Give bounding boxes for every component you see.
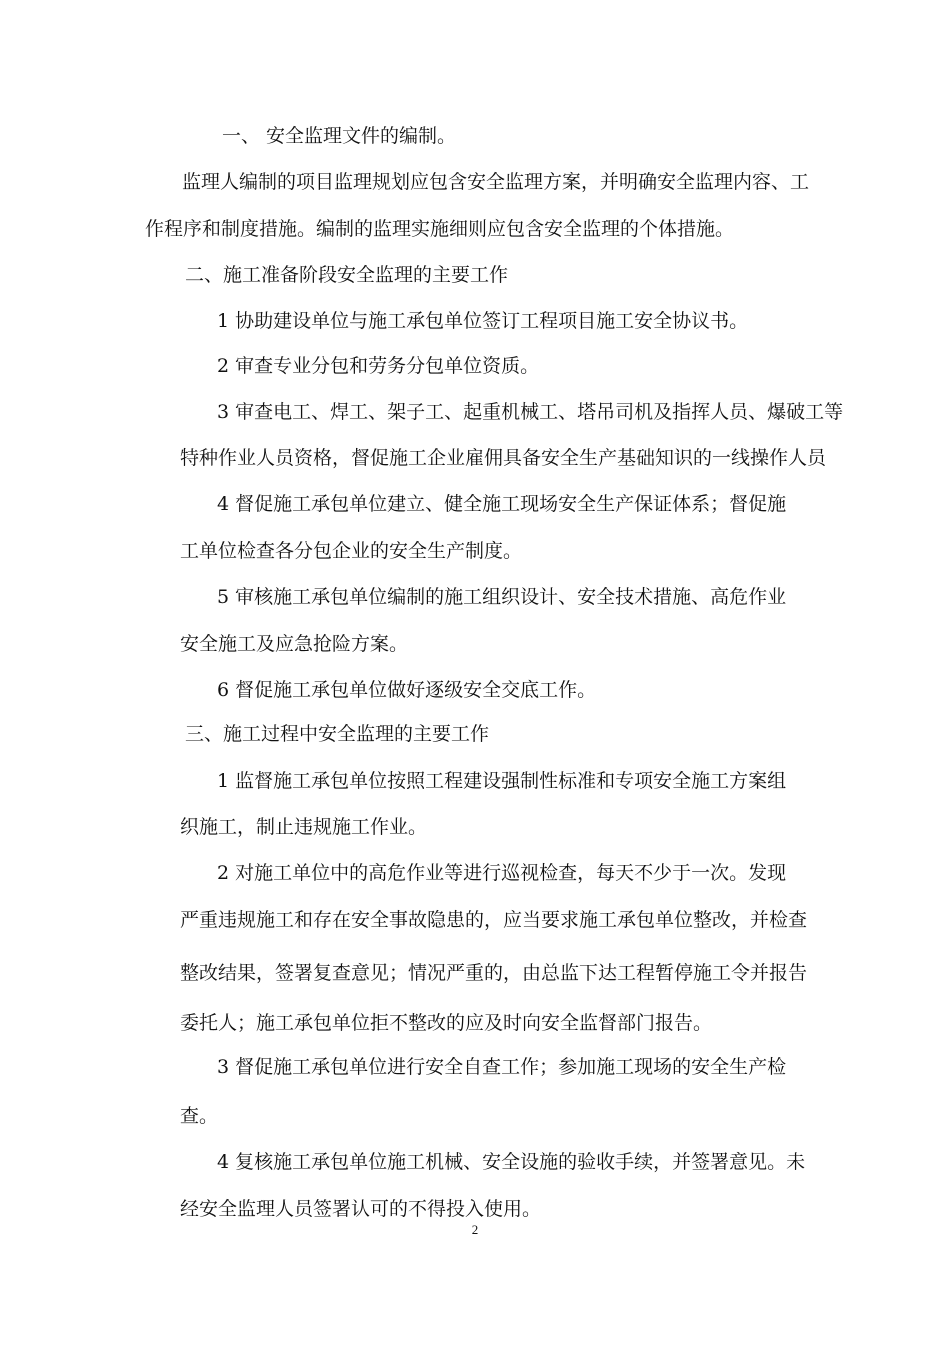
list-item-continuation: 织施工，制止违规施工作业。: [180, 816, 428, 838]
list-item-continuation: 经安全监理人员签署认可的不得投入使用。: [180, 1198, 542, 1220]
list-item: 4 督促施工承包单位建立、健全施工现场安全生产保证体系；督促施: [217, 493, 787, 515]
list-item-continuation: 特种作业人员资格，督促施工企业雇佣具备安全生产基础知识的一线操作人员: [180, 447, 827, 469]
list-item-continuation: 严重违规施工和存在安全事故隐患的，应当要求施工承包单位整改，并检查: [180, 909, 808, 931]
list-item-continuation: 查。: [180, 1105, 219, 1127]
section-heading-2: 二、施工准备阶段安全监理的主要工作: [185, 264, 509, 286]
list-item: 2 对施工单位中的高危作业等进行巡视检查，每天不少于一次。发现: [217, 862, 787, 884]
list-item-continuation: 安全施工及应急抢险方案。: [180, 633, 409, 655]
list-item-continuation: 工单位检查各分包企业的安全生产制度。: [180, 540, 523, 562]
paragraph-line: 监理人编制的项目监理规划应包含安全监理方案，并明确安全监理内容、工: [182, 171, 810, 193]
list-item-continuation: 委托人；施工承包单位拒不整改的应及时向安全监督部门报告。: [180, 1012, 713, 1034]
list-item-continuation: 整改结果，签署复查意见；情况严重的，由总监下达工程暂停施工令并报告: [180, 962, 808, 984]
list-item: 3 督促施工承包单位进行安全自查工作；参加施工现场的安全生产检: [217, 1056, 787, 1078]
page-number: 2: [471, 1222, 479, 1237]
section-heading-1: 一、 安全监理文件的编制。: [222, 125, 457, 147]
list-item: 3 审查电工、焊工、架子工、起重机械工、塔吊司机及指挥人员、爆破工等: [217, 401, 844, 423]
list-item: 4 复核施工承包单位施工机械、安全设施的验收手续，并签署意见。未: [217, 1151, 806, 1173]
list-item: 6 督促施工承包单位做好逐级安全交底工作。: [217, 679, 597, 701]
list-item: 1 监督施工承包单位按照工程建设强制性标准和专项安全施工方案组: [217, 770, 787, 792]
section-heading-3: 三、施工过程中安全监理的主要工作: [185, 723, 490, 745]
paragraph-line: 作程序和制度措施。编制的监理实施细则应包含安全监理的个体措施。: [145, 218, 735, 240]
list-item: 2 审查专业分包和劳务分包单位资质。: [217, 355, 540, 377]
list-item: 1 协助建设单位与施工承包单位签订工程项目施工安全协议书。: [217, 310, 749, 332]
list-item: 5 审核施工承包单位编制的施工组织设计、安全技术措施、高危作业: [217, 586, 787, 608]
